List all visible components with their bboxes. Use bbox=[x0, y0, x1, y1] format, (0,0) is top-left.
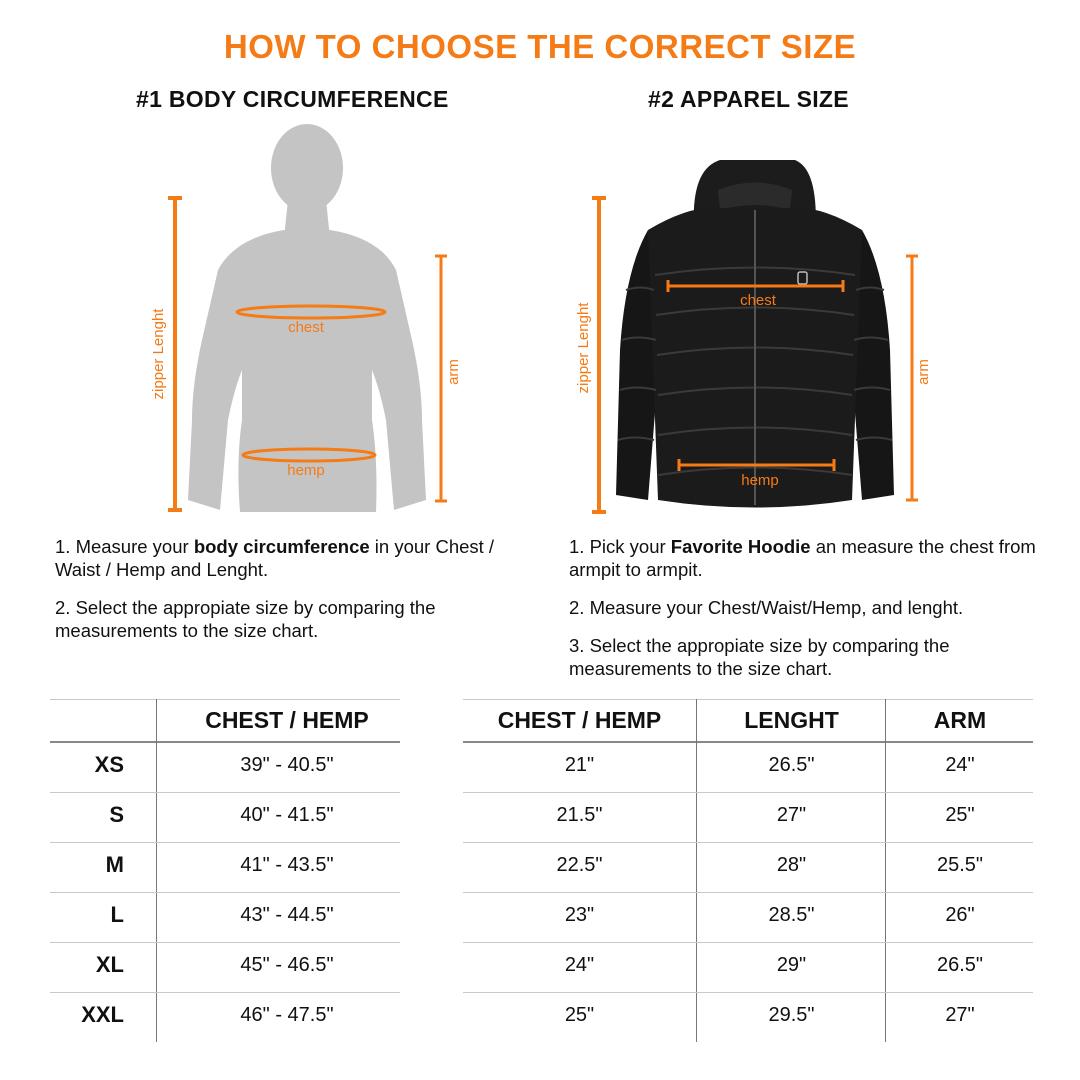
size-label: XL bbox=[95, 952, 124, 977]
body-chest-hemp-value: 40" - 41.5" bbox=[240, 804, 334, 826]
size-label: L bbox=[110, 902, 124, 927]
hemp-label: hemp bbox=[287, 462, 325, 479]
body-chest-hemp-value: 45" - 46.5" bbox=[240, 954, 334, 976]
apparel-length-value: 28" bbox=[776, 854, 807, 876]
zipper-length-marker bbox=[592, 198, 606, 512]
body-step-1: 1. Measure your body circumference in your Chest / Waist / Hemp and Lenght. bbox=[55, 536, 495, 580]
jacket-silhouette bbox=[616, 160, 894, 508]
apparel-length-value: 29" bbox=[776, 954, 807, 976]
apparel-length-value: 27" bbox=[776, 804, 807, 826]
body-chest-hemp-value: 41" - 43.5" bbox=[240, 854, 334, 876]
hemp-label: hemp bbox=[741, 472, 779, 489]
size-label: XXL bbox=[81, 1002, 124, 1027]
body-figure bbox=[140, 120, 480, 520]
apparel-chest-hemp-value: 23" bbox=[564, 904, 595, 926]
apparel-chest-hemp-value: 21" bbox=[564, 754, 595, 776]
apparel-chest-hemp-value: 24" bbox=[564, 954, 595, 976]
zipper-length-label: zipper Lenght bbox=[150, 308, 167, 400]
body-circumference-heading: #1 BODY CIRCUMFERENCE bbox=[136, 86, 449, 112]
apparel-length-value: 26.5" bbox=[768, 754, 815, 776]
apparel-step-2: 2. Measure your Chest/Waist/Hemp, and lenght. bbox=[569, 597, 964, 618]
apparel-header-length: LENGHT bbox=[744, 707, 839, 733]
apparel-chest-hemp-value: 25" bbox=[564, 1004, 595, 1026]
body-chest-hemp-value: 43" - 44.5" bbox=[240, 904, 334, 926]
jacket-figure bbox=[570, 150, 940, 520]
apparel-header-arm: ARM bbox=[933, 707, 987, 733]
arm-label: arm bbox=[445, 359, 462, 385]
page-title: HOW TO CHOOSE THE CORRECT SIZE bbox=[223, 28, 857, 65]
body-table-header: CHEST / HEMP bbox=[205, 707, 369, 733]
arm-label: arm bbox=[915, 359, 932, 385]
apparel-step-1: 1. Pick your Favorite Hoodie an measure the chest from armpit to armpit. bbox=[569, 536, 1036, 580]
apparel-chest-hemp-value: 22.5" bbox=[556, 854, 603, 876]
size-label: M bbox=[105, 852, 124, 877]
body-chest-hemp-value: 46" - 47.5" bbox=[240, 1004, 334, 1026]
chest-label: chest bbox=[288, 319, 324, 336]
apparel-length-value: 28.5" bbox=[768, 904, 815, 926]
apparel-step-3: 3. Select the appropiate size by comparing the measurements to the size chart. bbox=[569, 635, 950, 679]
body-chest-hemp-value: 39" - 40.5" bbox=[240, 754, 334, 776]
apparel-arm-value: 27" bbox=[945, 1004, 975, 1026]
chest-label: chest bbox=[740, 292, 776, 309]
apparel-header-chest: CHEST / HEMP bbox=[497, 707, 662, 733]
apparel-chest-hemp-value: 21.5" bbox=[556, 804, 603, 826]
apparel-arm-value: 25.5" bbox=[936, 854, 984, 876]
apparel-arm-value: 26.5" bbox=[936, 954, 984, 976]
apparel-arm-value: 25" bbox=[945, 804, 975, 826]
size-label: S bbox=[109, 802, 124, 827]
apparel-size-heading: #2 APPAREL SIZE bbox=[648, 86, 849, 112]
apparel-length-value: 29.5" bbox=[768, 1004, 815, 1026]
apparel-arm-value: 26" bbox=[945, 904, 975, 926]
size-label: XS bbox=[94, 752, 124, 777]
zipper-length-label: zipper Lenght bbox=[575, 302, 592, 394]
apparel-arm-value: 24" bbox=[945, 754, 975, 776]
body-step-2: 2. Select the appropiate size by comparing the measurements to the size chart. bbox=[55, 597, 436, 641]
zipper-length-marker bbox=[168, 198, 182, 510]
